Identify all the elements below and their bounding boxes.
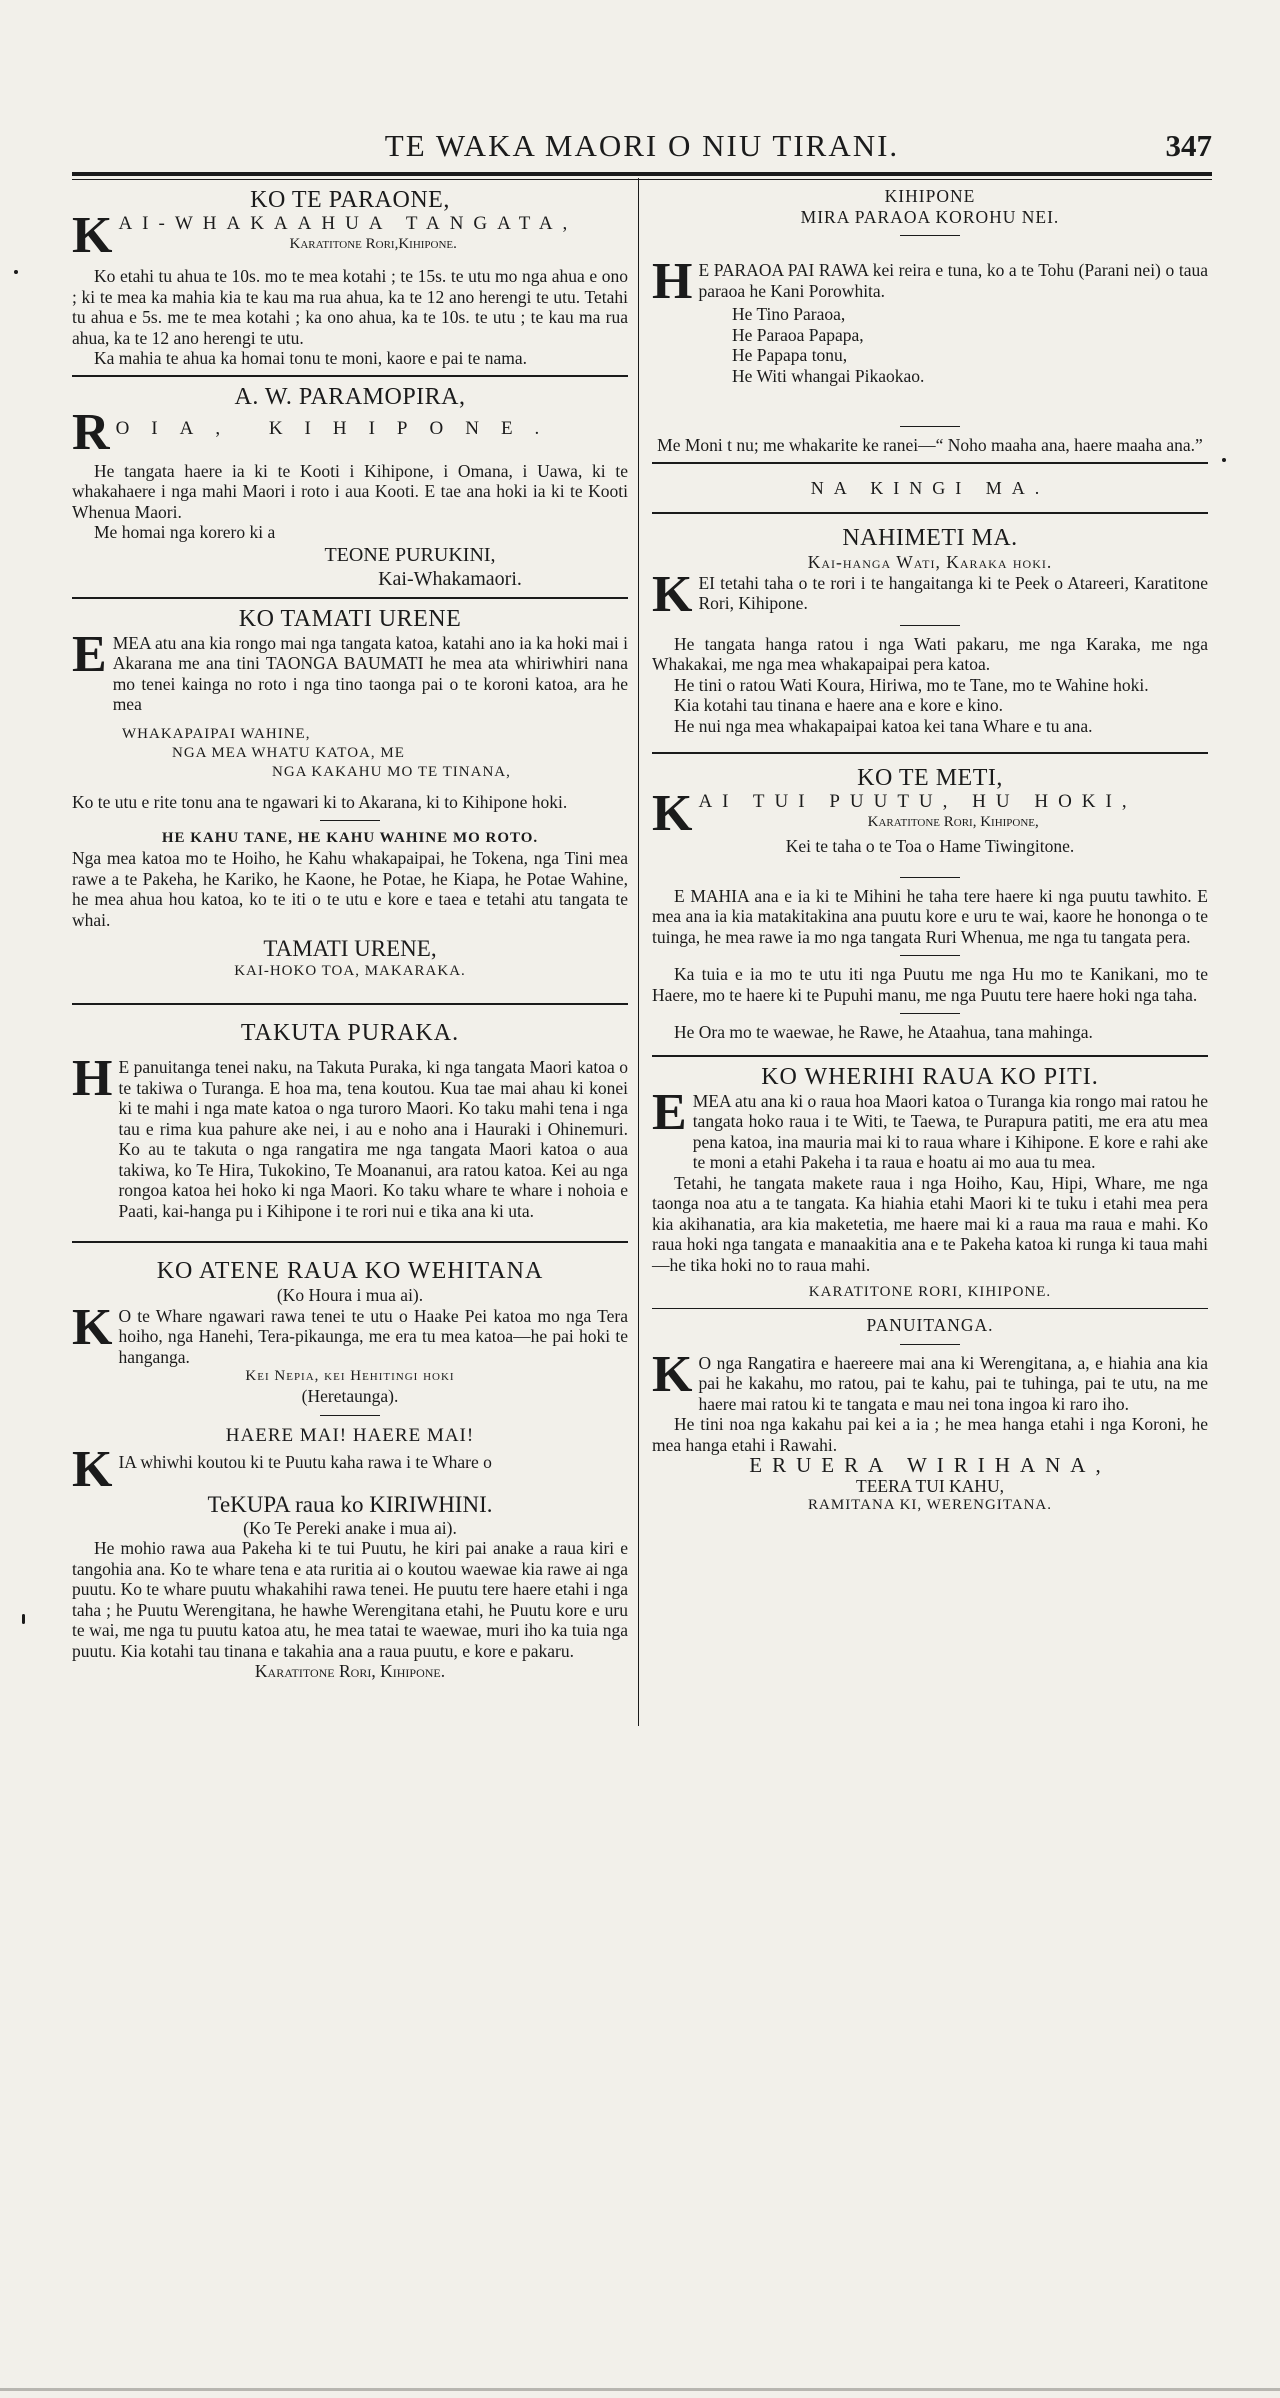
ad-title: NAHIMETI MA.	[842, 525, 1018, 551]
ad-subtitle: OIA, KIHIPONE.	[115, 417, 562, 439]
ad-address: Karatitone Rori, Kihipone,	[867, 813, 1039, 830]
ad-kihipone-mill	[652, 186, 1208, 456]
drop-cap: H	[72, 1050, 113, 1107]
drop-cap: R	[72, 403, 110, 461]
ad-subtitle: (Ko Te Pereki anake i mua ai).	[243, 1517, 457, 1538]
drop-cap: H	[652, 253, 693, 310]
ad-title: PANUITANGA.	[866, 1315, 994, 1335]
ad-text: O te Whare ngawari rawa tenei te utu o Haake Pei katoa mo nga Tera hoiho, nga Hanehi, Tera-pikaunga, me era tu mea katoa—he pai hoki te hanganga.	[118, 1305, 628, 1367]
section-rule	[652, 462, 1208, 464]
ad-title: A. W. PARAMOPIRA,	[234, 383, 466, 410]
ad-atene	[72, 1257, 628, 1407]
ad-body-line	[72, 625, 628, 715]
masthead	[72, 124, 1212, 170]
ad-signature: TAMATI URENE,	[263, 936, 437, 961]
short-rule	[320, 820, 380, 821]
ad-signature: ERUERA WIRIHANA,	[749, 1453, 1111, 1477]
ad-address-sub: (Heretaunga).	[301, 1386, 399, 1406]
ad-body-line	[652, 1083, 1208, 1173]
ad-text: He tangata hanga ratou i nga Wati pakaru, me nga Karaka, me nga Whakakai, me nga mea whakapaipai pera katoa.	[652, 633, 1208, 674]
drop-cap: K	[652, 785, 693, 842]
ad-text: He mohio rawa aua Pakeha ki te tui Puutu, he kiri pai anake a raua kiri e tangohia ana. Ko te whare tena e ata ruritia ai o koutou waewae kia rawe ai nga puutu. Ko te whare puutu whakahihi rawa tenei. He puutu tere haere etahi i nga taha ; he Puutu Werengitana, he hawhe Werengitana etahi, he Puutu kore e uru te wai, me nga tu puutu katoa atu, he mea tatai te waewae, muri iho ka tuia nga puutu. Kia kotahi tau tinana e takahia ana a raua puutu, e kore e pakaru.	[72, 1538, 628, 1661]
ad-signature-role: KAI-HOKO TOA, MAKARAKA.	[234, 963, 466, 979]
ad-address: Kei Nepia, kei Hehitingi hoki	[245, 1368, 455, 1384]
print-speck	[14, 270, 18, 274]
ad-address: Karatitone Rori, Kihipone.	[254, 1661, 446, 1681]
ad-paraone	[72, 186, 628, 369]
ad-subtitle: (Ko Houra i mua ai).	[276, 1285, 424, 1305]
short-rule	[900, 426, 960, 427]
ad-signature: TEONE PURUKINI,	[324, 543, 496, 566]
section-rule	[72, 597, 628, 599]
ad-text: E PARAOA PAI RAWA kei reira e tuna, ko a te Tohu (Parani nei) o taua paraoa he Kani Porowhita.	[698, 260, 1208, 301]
short-rule	[900, 235, 960, 236]
section-rule	[652, 1308, 1208, 1309]
short-rule	[900, 1344, 960, 1345]
page-bottom-edge	[0, 2388, 1280, 2391]
print-speck	[22, 1614, 25, 1624]
ad-signature-address: RAMITANA KI, WERENGITANA.	[808, 1497, 1052, 1513]
ad-body-line	[72, 1440, 628, 1498]
ad-name: TeKUPA raua ko KIRIWHINI.	[207, 1491, 493, 1517]
ad-text: E MAHIA ana e ia ki te Mihini he taha tere haere ki nga puutu tawhito. E mea ana ia kia matakitakina ana puutu kore e uru te wai, kaore he hononga o te tuinga, he mea rawe ia mo nga tangata Ruri Whenua, me nga tu tangata pera.	[652, 885, 1208, 947]
ad-wherihi	[652, 1063, 1208, 1303]
ad-body-line	[652, 565, 1208, 623]
ad-signature-role: TEERA TUI KAHU,	[856, 1475, 1004, 1496]
column-divider	[638, 178, 639, 1726]
drop-cap: K	[72, 1440, 113, 1498]
ad-body-line	[72, 1298, 628, 1368]
ad-list-line: NGA KAKAHU MO TE TINANA,	[272, 763, 511, 780]
ad-location: Kei te taha o te Toa o Hame Tiwingitone.	[785, 836, 1075, 856]
ad-subtitle-line	[72, 207, 628, 264]
ad-kingi	[652, 478, 1208, 499]
ad-title: KIHIPONE	[884, 186, 976, 206]
ad-text: O nga Rangatira e haereere mai ana ki Werengitana, a, e hiahia ana kia pai he kakahu, mo ratou, pai te kahu, pai te tuhinga, pai te utu, na me haere mai ratou ki te tangata e mau nei tona ingoa ki raro iho.	[698, 1352, 1208, 1414]
ad-text: Kia kotahi tau tinana e haere ana e kore e kino.	[674, 695, 1003, 715]
ad-subtitle-line	[652, 785, 1208, 842]
ad-text: He Ora mo te waewae, he Rawe, he Ataahua, tana mahinga.	[674, 1022, 1093, 1042]
ad-paramopira	[72, 383, 628, 591]
list-item: He Tino Paraoa,	[732, 304, 846, 324]
section-rule	[72, 375, 628, 377]
ad-address: KARATITONE RORI, KIHIPONE.	[808, 1284, 1052, 1300]
ad-subtitle: AI-WHAKAAHUA TANGATA,	[118, 213, 578, 234]
ad-signature-role: Kai-Whakamaori.	[378, 567, 522, 590]
ad-text: MEA atu ana kia rongo mai nga tangata katoa, katahi ano ia ka hoki mai i Akarana me ana tini TAONGA BAUMATI he mea ata whiriwhiri nana mo tenei kainga no roto i nga tino taonga pai o te koroni katoa, ara he mea	[112, 632, 628, 714]
ad-meti	[652, 764, 1208, 1043]
page-title: TE WAKA MAORI O NIU TIRANI.	[384, 128, 900, 163]
list-item: He Witi whangai Pikaokao.	[732, 365, 925, 386]
ad-subtitle: Kai-hanga Wati, Karaka hoki.	[807, 552, 1053, 572]
ad-text: He tini o ratou Wati Koura, Hiriwa, mo te Tane, mo te Wahine hoki.	[674, 674, 1149, 695]
ad-title: KO ATENE RAUA KO WEHITANA	[156, 1258, 544, 1284]
section-rule	[72, 1241, 628, 1243]
ad-body-line	[652, 1345, 1208, 1415]
ad-text: EI tetahi taha o te rori i te hangaitanga ki te Peek o Atareeri, Karatitone Rori, Kihipone.	[698, 572, 1208, 613]
drop-cap: K	[652, 1345, 693, 1403]
short-rule	[900, 1013, 960, 1014]
section-rule	[72, 1003, 628, 1005]
masthead-rule-thin	[72, 179, 1212, 180]
short-rule	[900, 955, 960, 956]
ad-urene	[72, 605, 628, 982]
list-item: He Papapa tonu,	[732, 345, 848, 365]
ad-text: Ka mahia te ahua ka homai tonu te moni, kaore e pai te nama.	[94, 348, 527, 368]
ad-subheading: HE KAHU TANE, HE KAHU WAHINE MO ROTO.	[161, 830, 539, 846]
ad-takuta	[72, 1019, 628, 1221]
ad-text: He nui nga mea whakapaipai katoa kei tana Whare e tu ana.	[674, 715, 1093, 736]
drop-cap: K	[72, 207, 113, 264]
ad-title: TAKUTA PURAKA.	[240, 1020, 460, 1046]
ad-text: Ko etahi tu ahua te 10s. mo te mea kotahi ; te 15s. te utu mo nga ahua e ono ; ki te mea ka mahia kia te kau ma rua ahua, ka te 12 ano herengi te utu. Tetahi tu ahua e 5s. me te mea kotahi ; ka ono ahua, ka te 10s. te utu ; te kau ma rua ahua, ka te 12 ano herengi te utu.	[72, 266, 628, 348]
section-rule	[652, 752, 1208, 754]
page-number: 347	[1165, 128, 1212, 163]
drop-cap: E	[72, 625, 107, 683]
ad-text: Ko te utu e rite tonu ana te ngawari ki to Akarana, ki to Kihipone hoki.	[72, 791, 568, 812]
ad-text: Me homai nga korero ki a	[94, 522, 276, 542]
ad-list-line: NGA MEA WHATU KATOA, ME	[172, 744, 405, 761]
ad-list-line: WHAKAPAIPAI WAHINE,	[122, 725, 311, 742]
drop-cap: K	[652, 565, 693, 623]
ad-body-line	[652, 253, 1208, 310]
ad-subtitle: MIRA PARAOA KOROHU NEI.	[800, 206, 1060, 227]
masthead-rule	[72, 172, 1212, 176]
section-rule	[652, 512, 1208, 514]
ad-title: KO TE PARAONE,	[250, 187, 450, 213]
print-speck	[1222, 458, 1226, 462]
ad-subtitle-line	[72, 403, 628, 461]
short-rule	[900, 625, 960, 626]
ad-panuitanga	[652, 1315, 1208, 1515]
ad-title: KO TE METI,	[857, 765, 1003, 791]
left-column	[72, 186, 628, 1798]
product-list	[652, 304, 1208, 386]
ad-text: He tini noa nga kakahu pai kei a ia ; he mea hanga etahi i nga Koroni, he mea hanga etahi i Rawahi.	[652, 1414, 1208, 1455]
section-rule	[652, 1055, 1208, 1057]
short-rule	[900, 877, 960, 878]
ad-address: Karatitone Rori,Kihipone.	[289, 235, 457, 252]
ad-nahimeti	[652, 524, 1208, 736]
ad-text: IA whiwhi koutou ki te Puutu kaha rawa i te Whare o	[118, 1451, 492, 1472]
ad-title: KO TAMATI URENE	[238, 605, 462, 632]
ad-title: NA KINGI MA.	[810, 477, 1050, 498]
drop-cap: E	[652, 1083, 687, 1141]
list-item: He Paraoa Papapa,	[732, 324, 864, 345]
ad-text: Tetahi, he tangata makete raua i nga Hoiho, Kau, Hipi, Whare, me nga taonga noa atu a te tangata. Ka hiahia etahi Maori ki te tuku i etahi mea pera kia akihanatia, ara kia maketetia, me haere mai ki a raua ma raua e mahi. Ko raua hoki nga tangata e manaakitia ana e te Pakeha katoa ki runga ki taua mahi—he tika hoki no to raua mahi.	[652, 1172, 1208, 1275]
ad-subtitle: AI TUI PUUTU, HU HOKI,	[698, 791, 1137, 812]
ad-text: Ka tuia e ia mo te utu iti nga Puutu me nga Hu mo te Kanikani, mo te Haere, mo te haere ki te Pupuhi manu, me nga Puutu tere haere hoki nga taha.	[652, 964, 1208, 1005]
ad-text: E panuitanga tenei naku, na Takuta Puraka, ki nga tangata Maori katoa o te takiwa o Turanga. E hoa ma, tena koutou. Kua tae mai ahau ki konei ki te mahi i nga mate katoa o nga turoro Maori. Ko taku mahi tena i nga tau e rima kua pahure ake nei, i au e noho ana i Hauraki i Ohinemuri. Ko au te takuta o nga rangatira me nga tangata Maori katoa o aua takiwa, ko Te Hira, Tukokino, Te Moananui, ara ratou katoa. Kei au nga rongoa katoa hei hoko ki nga Maori. Ko taku whare te whare i nohoia e Paati, kai-hanga pu i Kihipone i te rori nui e tika ana ki uta.	[118, 1057, 628, 1221]
short-rule	[320, 1415, 380, 1416]
ad-text: He tangata haere ia ki te Kooti i Kihipone, i Omana, i Uawa, ki te whakahaere i nga mahi Maori i roto i aua Kooti. E tae ana hoki ia ki te Kooti Whenua Maori.	[72, 460, 628, 522]
ad-text: Nga mea katoa mo te Hoiho, he Kahu whakapaipai, he Tokena, nga Tini mea rawe a te Pakeha, he Kariko, he Kaone, he Potae, he Kiapa, he Potae Wahine, he mea ahua hou katoa, ko te iti o te utu e kore e taea e tetahi atu tangata te whai.	[72, 848, 628, 930]
ad-body-line	[72, 1050, 628, 1221]
right-column	[652, 186, 1208, 1798]
drop-cap: K	[72, 1298, 113, 1356]
ad-title: HAERE MAI! HAERE MAI!	[225, 1424, 475, 1446]
ad-text: Me Moni t nu; me whakarite ke ranei—“ Noho maaha ana, haere maaha ana.”	[657, 435, 1203, 455]
ad-title: KO WHERIHI RAUA KO PITI.	[761, 1063, 1099, 1090]
ad-kiriwhini	[72, 1424, 628, 1682]
ad-text: MEA atu ana ki o raua hoa Maori katoa o Turanga kia rongo mai ratou he tangata hoko raua i te Witi, te Taewa, te Purapura patiti, me era atu mea pena katoa, ina mauria mai ki to raua whare i Kihipone. E kore e rahi ake te moni a etahi Pakeha i ta raua e hoatu ai mo aua tu mea.	[692, 1090, 1208, 1172]
